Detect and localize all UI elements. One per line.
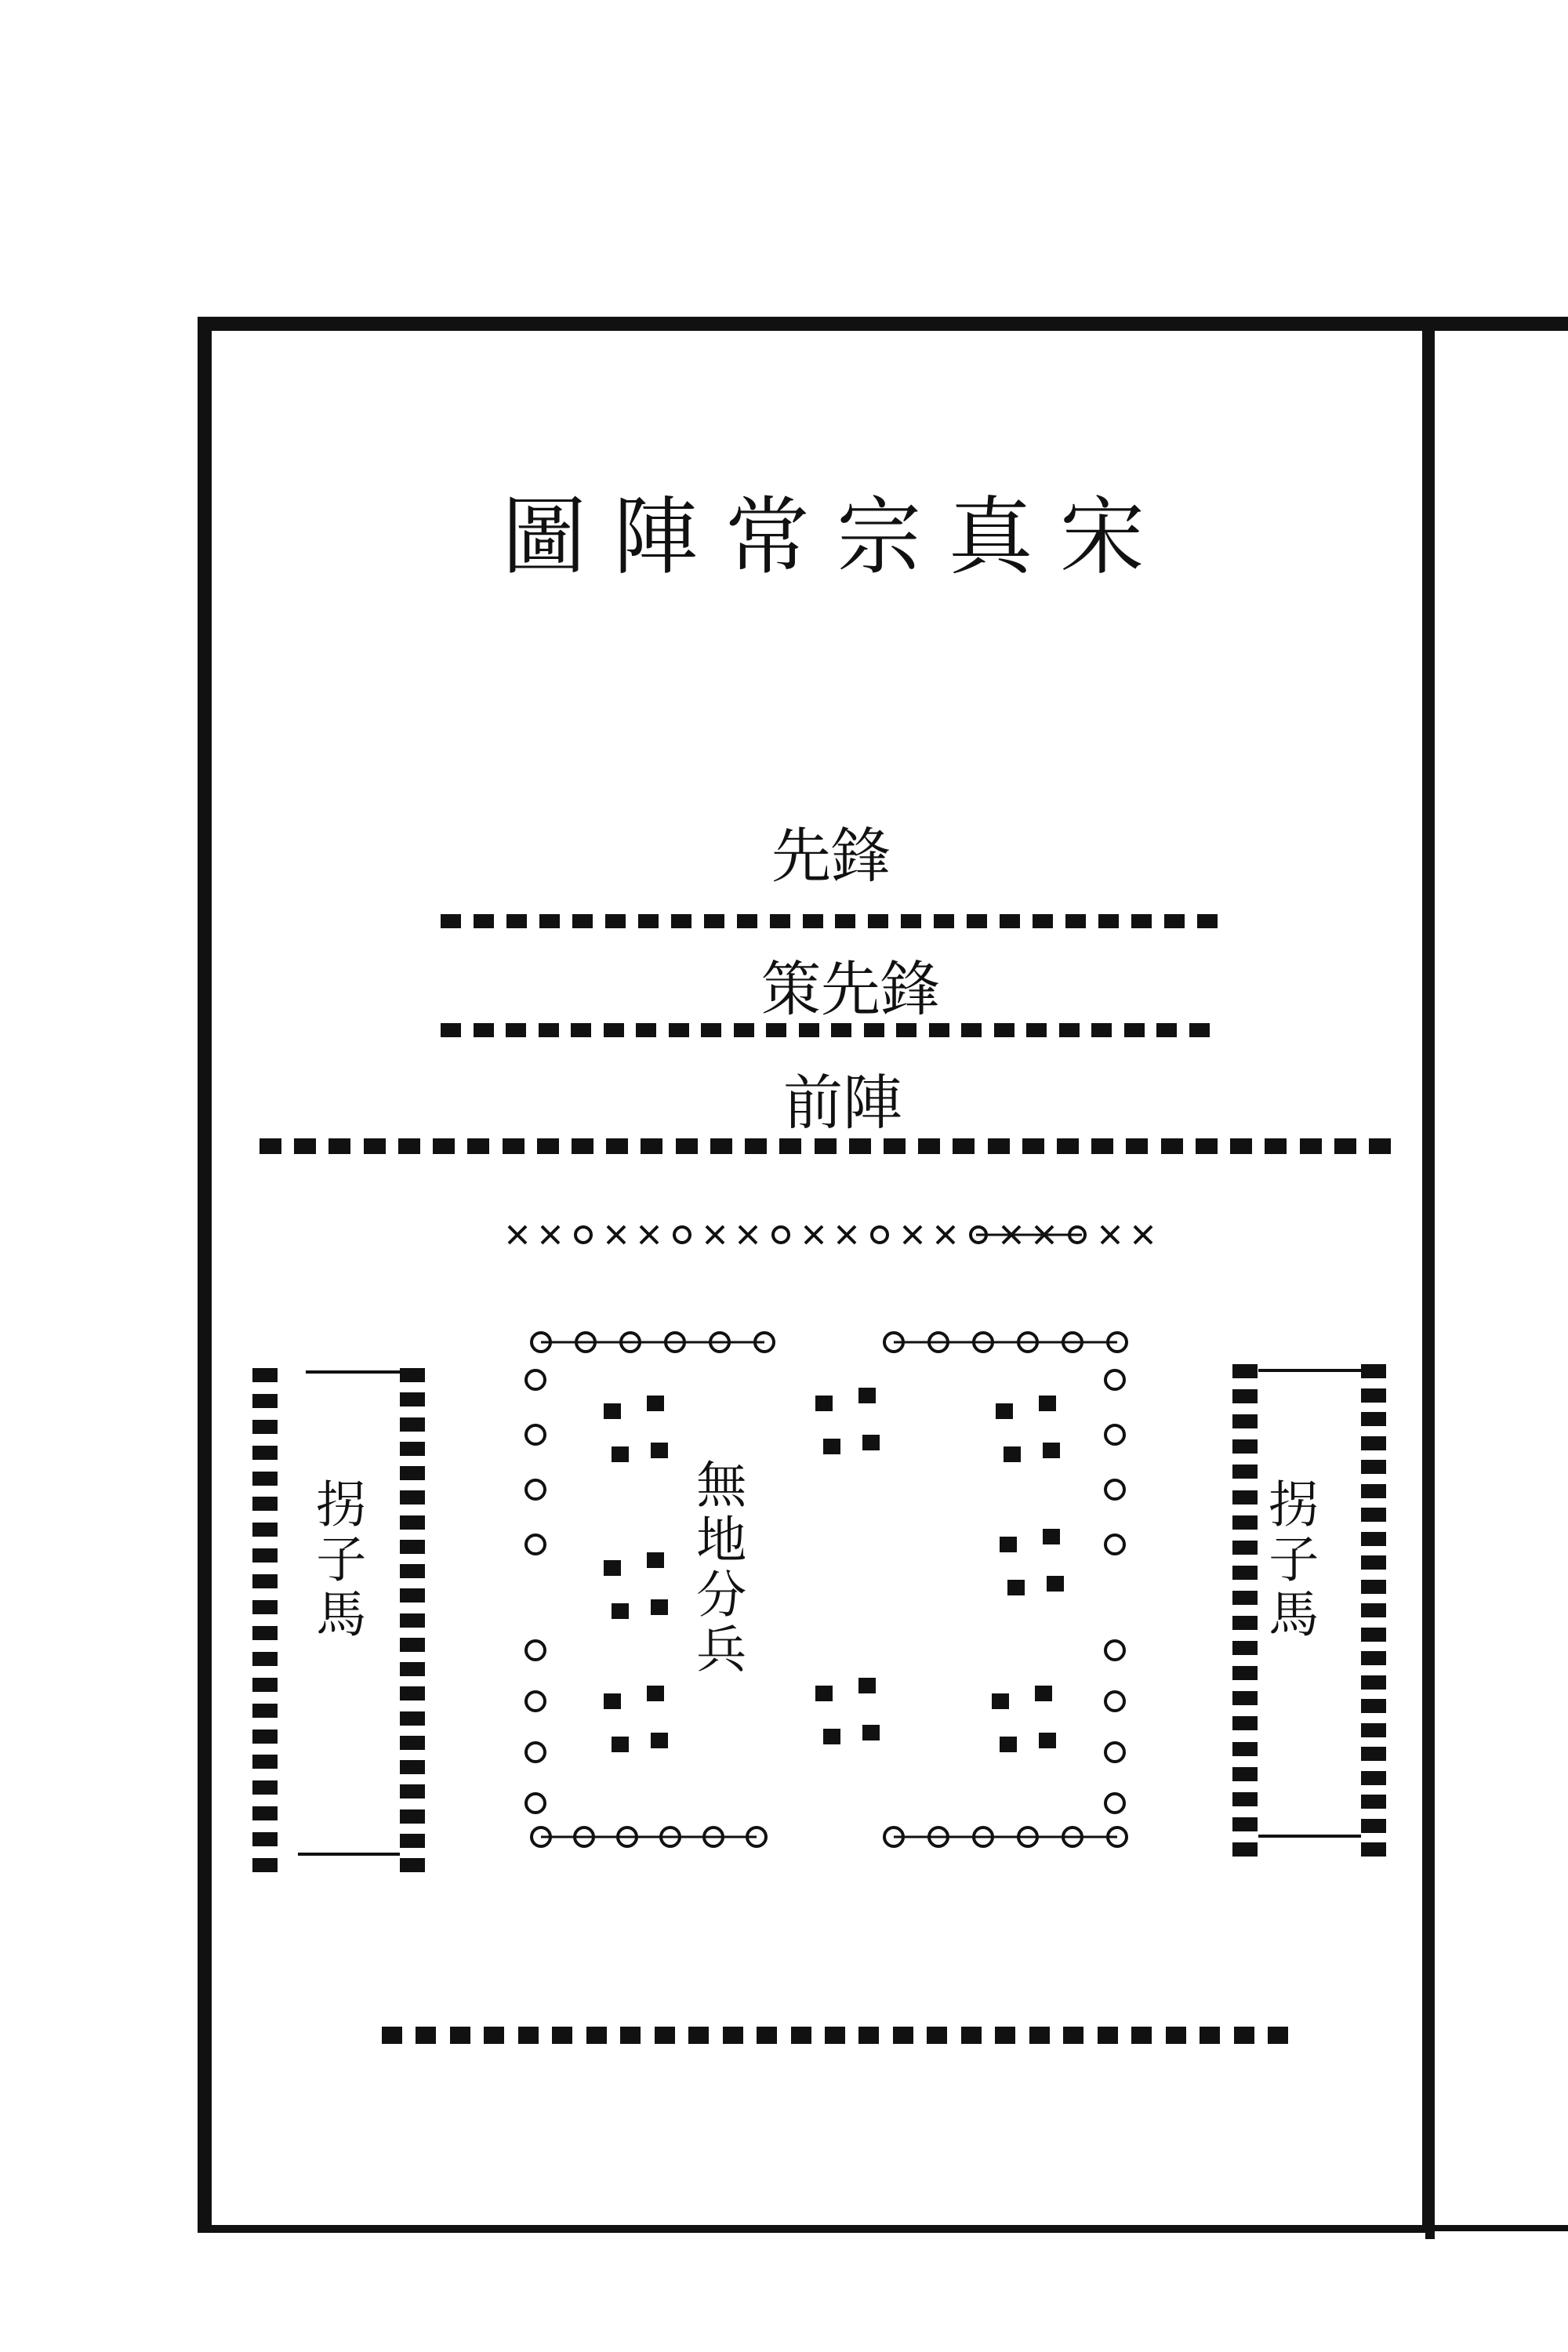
vanguard-rank-mark bbox=[572, 914, 593, 928]
front-rank-mark bbox=[849, 1138, 871, 1154]
left-wing-inner-mark bbox=[400, 1711, 425, 1726]
left-wing-outer-mark bbox=[252, 1574, 278, 1588]
deputy-vanguard-rank-mark bbox=[539, 1023, 559, 1037]
vanguard-rank-mark bbox=[638, 914, 659, 928]
front-rank-mark bbox=[1057, 1138, 1079, 1154]
deputy-vanguard-rank-mark bbox=[896, 1023, 916, 1037]
vanguard-rank-mark bbox=[1033, 914, 1053, 928]
x-mark bbox=[904, 1226, 921, 1243]
vanguard-rank-mark bbox=[770, 914, 790, 928]
circle-mark bbox=[526, 1692, 545, 1711]
front-rank-mark bbox=[1161, 1138, 1183, 1154]
vanguard-rank-mark bbox=[506, 914, 527, 928]
front-rank-mark bbox=[503, 1138, 524, 1154]
rear-rank-mark bbox=[586, 2027, 607, 2044]
deputy-vanguard-rank-mark bbox=[1156, 1023, 1177, 1037]
rear-rank-mark bbox=[1029, 2027, 1050, 2044]
front-rank-mark bbox=[884, 1138, 906, 1154]
front-rank-mark bbox=[779, 1138, 801, 1154]
circle-mark bbox=[575, 1227, 591, 1243]
circle-mark bbox=[773, 1227, 789, 1243]
right-wing-inner-mark bbox=[1361, 1555, 1386, 1570]
vanguard-rank-mark bbox=[605, 914, 626, 928]
right-wing-outer-mark bbox=[1232, 1364, 1258, 1378]
front-rank-mark bbox=[988, 1138, 1010, 1154]
left-wing-inner-mark bbox=[400, 1784, 425, 1798]
rear-rank-mark bbox=[450, 2027, 470, 2044]
right-wing-outer-mark bbox=[1232, 1792, 1258, 1806]
vanguard-rank-mark bbox=[1131, 914, 1152, 928]
front-rank-mark bbox=[953, 1138, 975, 1154]
left-wing-outer-mark bbox=[252, 1420, 278, 1434]
right-wing-outer-mark bbox=[1232, 1389, 1258, 1403]
right-wing-inner-mark bbox=[1361, 1795, 1386, 1809]
front-rank-mark bbox=[606, 1138, 628, 1154]
front-rank-mark bbox=[1126, 1138, 1148, 1154]
title-character: 宋 bbox=[1059, 488, 1145, 586]
vanguard-rank-mark bbox=[1000, 914, 1020, 928]
vanguard-rank-mark bbox=[1164, 914, 1185, 928]
right-wing-inner-mark bbox=[1361, 1460, 1386, 1474]
vanguard-rank-mark bbox=[901, 914, 921, 928]
circle-mark bbox=[1105, 1794, 1124, 1813]
right-wing-outer-mark bbox=[1232, 1439, 1258, 1454]
infantry-block bbox=[612, 1737, 629, 1752]
left-wing-outer-mark bbox=[252, 1446, 278, 1460]
deputy-vanguard-rank-mark bbox=[734, 1023, 754, 1037]
vanguard-rank-mark bbox=[868, 914, 888, 928]
left-wing-inner-mark bbox=[400, 1638, 425, 1652]
deputy-vanguard-rank-mark bbox=[669, 1023, 689, 1037]
left-wing-outer-mark bbox=[252, 1394, 278, 1408]
left-wing-inner-mark bbox=[400, 1760, 425, 1774]
infantry-block bbox=[858, 1388, 876, 1403]
circle-mark bbox=[526, 1425, 545, 1444]
rear-rank-mark bbox=[416, 2027, 436, 2044]
right-wing-outer-mark bbox=[1232, 1465, 1258, 1479]
front-rank-mark bbox=[1196, 1138, 1218, 1154]
front-rank-mark bbox=[918, 1138, 940, 1154]
deputy-vanguard-rank-mark bbox=[701, 1023, 721, 1037]
deputy-vanguard-rank-mark bbox=[799, 1023, 819, 1037]
circle-mark bbox=[1105, 1480, 1124, 1499]
deputy-vanguard-rank-mark bbox=[994, 1023, 1014, 1037]
vanguard-rank-mark bbox=[539, 914, 560, 928]
rear-rank-mark bbox=[1200, 2027, 1220, 2044]
right-wing-outer-mark bbox=[1232, 1716, 1258, 1730]
infantry-block bbox=[647, 1552, 664, 1568]
right-wing-inner-mark bbox=[1361, 1532, 1386, 1546]
right-wing-inner-mark bbox=[1361, 1723, 1386, 1737]
infantry-block bbox=[1047, 1576, 1064, 1592]
rear-rank-mark bbox=[484, 2027, 504, 2044]
deputy-vanguard-rank-mark bbox=[864, 1023, 884, 1037]
vanguard-rank-mark bbox=[441, 914, 461, 928]
front-rank-mark bbox=[328, 1138, 350, 1154]
left-wing-inner-mark bbox=[400, 1662, 425, 1676]
x-mark bbox=[706, 1226, 724, 1243]
infantry-block bbox=[823, 1729, 840, 1744]
rear-rank-mark bbox=[1131, 2027, 1152, 2044]
rear-rank-mark bbox=[961, 2027, 982, 2044]
circle-mark bbox=[1105, 1370, 1124, 1389]
circle-mark bbox=[1105, 1641, 1124, 1660]
infantry-block bbox=[862, 1725, 880, 1740]
left-wing-inner-mark bbox=[400, 1686, 425, 1700]
infantry-block bbox=[604, 1560, 621, 1576]
left-wing-inner-mark bbox=[400, 1490, 425, 1504]
infantry-block bbox=[647, 1686, 664, 1701]
infantry-block bbox=[612, 1446, 629, 1462]
deputy-vanguard-rank-mark bbox=[961, 1023, 982, 1037]
deputy-vanguard-rank-mark bbox=[766, 1023, 786, 1037]
infantry-block bbox=[1043, 1443, 1060, 1458]
left-wing-outer-mark bbox=[252, 1652, 278, 1666]
vanguard-rank-mark bbox=[803, 914, 823, 928]
right-wing-outer-mark bbox=[1232, 1691, 1258, 1705]
right-wing-outer-mark bbox=[1232, 1817, 1258, 1831]
left-wing-inner-mark bbox=[400, 1540, 425, 1554]
circle-mark bbox=[1105, 1535, 1124, 1554]
left-wing-outer-mark bbox=[252, 1472, 278, 1486]
vanguard-rank-mark bbox=[474, 914, 494, 928]
left-wing-outer-mark bbox=[252, 1806, 278, 1820]
left-wing-outer-mark bbox=[252, 1626, 278, 1640]
vanguard-label: 先鋒 bbox=[771, 820, 891, 891]
left-wing-outer-mark bbox=[252, 1548, 278, 1563]
rear-rank-mark bbox=[688, 2027, 709, 2044]
vanguard-rank-mark bbox=[704, 914, 724, 928]
vanguard-rank-mark bbox=[934, 914, 954, 928]
right-wing-inner-mark bbox=[1361, 1364, 1386, 1378]
right-wing-inner-mark bbox=[1361, 1771, 1386, 1785]
left-wing-inner-mark bbox=[400, 1809, 425, 1824]
left-wing-inner-mark bbox=[400, 1515, 425, 1530]
vanguard-rank-mark bbox=[1065, 914, 1086, 928]
front-rank-mark bbox=[1300, 1138, 1322, 1154]
infantry-block bbox=[1004, 1446, 1021, 1462]
infantry-block bbox=[815, 1396, 833, 1411]
right-wing-inner-mark bbox=[1361, 1651, 1386, 1665]
infantry-block bbox=[1039, 1733, 1056, 1748]
deputy-vanguard-rank-mark bbox=[441, 1023, 461, 1037]
x-mark bbox=[641, 1226, 658, 1243]
vanguard-rank-mark bbox=[737, 914, 757, 928]
infantry-block bbox=[992, 1693, 1009, 1709]
right-wing-inner-mark bbox=[1361, 1842, 1386, 1857]
circle-mark bbox=[526, 1480, 545, 1499]
infantry-block bbox=[862, 1435, 880, 1450]
rear-rank-mark bbox=[791, 2027, 811, 2044]
right-wing-inner-mark bbox=[1361, 1628, 1386, 1642]
x-mark bbox=[1102, 1226, 1119, 1243]
right-wing-outer-mark bbox=[1232, 1767, 1258, 1781]
vanguard-rank-mark bbox=[967, 914, 987, 928]
front-rank-mark bbox=[294, 1138, 316, 1154]
front-rank-mark bbox=[1230, 1138, 1252, 1154]
infantry-block bbox=[823, 1439, 840, 1454]
left-wing-outer-mark bbox=[252, 1497, 278, 1511]
right-wing-outer-mark bbox=[1232, 1566, 1258, 1580]
left-wing-outer-mark bbox=[252, 1368, 278, 1382]
right-wing-inner-mark bbox=[1361, 1603, 1386, 1617]
infantry-block bbox=[1043, 1529, 1060, 1544]
circle-mark bbox=[526, 1535, 545, 1554]
circle-mark bbox=[526, 1370, 545, 1389]
left-wing-outer-mark bbox=[252, 1600, 278, 1614]
left-wing-outer-mark bbox=[252, 1730, 278, 1744]
circle-mark bbox=[1105, 1692, 1124, 1711]
title-character: 真 bbox=[948, 488, 1033, 586]
front-rank-mark bbox=[572, 1138, 593, 1154]
infantry-block bbox=[996, 1403, 1013, 1419]
left-wing-inner-mark bbox=[400, 1858, 425, 1872]
left-wing-outer-mark bbox=[252, 1832, 278, 1846]
circle-mark bbox=[526, 1743, 545, 1762]
infantry-block bbox=[1000, 1537, 1017, 1552]
left-wing-label: 拐子馬 bbox=[307, 1478, 366, 1642]
circle-mark bbox=[1105, 1743, 1124, 1762]
right-wing-inner-mark bbox=[1361, 1747, 1386, 1761]
infantry-block bbox=[604, 1693, 621, 1709]
left-wing-inner-mark bbox=[400, 1736, 425, 1750]
deputy-vanguard-rank-mark bbox=[929, 1023, 949, 1037]
x-mark bbox=[509, 1226, 526, 1243]
front-rank-mark bbox=[467, 1138, 489, 1154]
infantry-block bbox=[1039, 1396, 1056, 1411]
infantry-block bbox=[858, 1678, 876, 1693]
vanguard-rank-mark bbox=[671, 914, 691, 928]
right-wing-inner-mark bbox=[1361, 1484, 1386, 1498]
right-wing-outer-mark bbox=[1232, 1666, 1258, 1680]
right-wing-inner-mark bbox=[1361, 1580, 1386, 1594]
rear-rank-mark bbox=[825, 2027, 845, 2044]
x-mark bbox=[838, 1226, 855, 1243]
left-wing-outer-mark bbox=[252, 1780, 278, 1795]
left-wing-inner-mark bbox=[400, 1564, 425, 1578]
right-wing-outer-mark bbox=[1232, 1842, 1258, 1857]
left-wing-inner-mark bbox=[400, 1442, 425, 1456]
right-wing-inner-mark bbox=[1361, 1675, 1386, 1690]
rear-rank-mark bbox=[893, 2027, 913, 2044]
title-character: 宗 bbox=[837, 488, 922, 586]
right-wing-inner-mark bbox=[1361, 1436, 1386, 1450]
right-wing-label: 拐子馬 bbox=[1260, 1478, 1319, 1642]
front-rank-mark bbox=[815, 1138, 837, 1154]
x-mark bbox=[542, 1226, 559, 1243]
rear-rank-mark bbox=[927, 2027, 947, 2044]
right-wing-inner-mark bbox=[1361, 1388, 1386, 1403]
left-wing-outer-mark bbox=[252, 1523, 278, 1537]
right-wing-inner-mark bbox=[1361, 1699, 1386, 1713]
rear-rank-mark bbox=[518, 2027, 539, 2044]
front-rank-mark bbox=[398, 1138, 420, 1154]
circle-mark bbox=[526, 1641, 545, 1660]
x-mark bbox=[937, 1226, 954, 1243]
front-rank-mark bbox=[1022, 1138, 1044, 1154]
title-character: 陣 bbox=[613, 488, 699, 586]
front-rank-mark bbox=[433, 1138, 455, 1154]
left-wing-inner-mark bbox=[400, 1613, 425, 1628]
right-wing-inner-mark bbox=[1361, 1508, 1386, 1522]
deputy-vanguard-rank-mark bbox=[636, 1023, 656, 1037]
title-character: 常 bbox=[724, 488, 810, 586]
left-wing-outer-mark bbox=[252, 1704, 278, 1718]
infantry-block bbox=[1007, 1580, 1025, 1595]
deputy-vanguard-rank-mark bbox=[1189, 1023, 1210, 1037]
right-wing-outer-mark bbox=[1232, 1591, 1258, 1605]
front-rank-mark bbox=[364, 1138, 386, 1154]
center-label: 無地分兵 bbox=[688, 1458, 746, 1678]
left-wing-outer-mark bbox=[252, 1678, 278, 1692]
front-rank-mark bbox=[260, 1138, 281, 1154]
rear-rank-mark bbox=[1234, 2027, 1254, 2044]
x-mark bbox=[608, 1226, 625, 1243]
front-rank-mark bbox=[537, 1138, 559, 1154]
x-mark bbox=[739, 1226, 757, 1243]
infantry-block bbox=[1035, 1686, 1052, 1701]
infantry-block bbox=[612, 1603, 629, 1619]
rear-rank-mark bbox=[995, 2027, 1015, 2044]
rear-rank-mark bbox=[382, 2027, 402, 2044]
deputy-vanguard-rank-mark bbox=[474, 1023, 494, 1037]
circle-mark bbox=[1105, 1425, 1124, 1444]
rear-rank-mark bbox=[655, 2027, 675, 2044]
right-wing-outer-mark bbox=[1232, 1414, 1258, 1428]
rear-rank-mark bbox=[620, 2027, 641, 2044]
title-character: 圖 bbox=[502, 488, 587, 586]
rear-rank-mark bbox=[1268, 2027, 1288, 2044]
right-wing-outer-mark bbox=[1232, 1742, 1258, 1756]
left-wing-inner-mark bbox=[400, 1466, 425, 1480]
left-wing-inner-mark bbox=[400, 1834, 425, 1848]
deputy-vanguard-rank-mark bbox=[604, 1023, 624, 1037]
right-wing-outer-mark bbox=[1232, 1515, 1258, 1530]
rear-rank-mark bbox=[1166, 2027, 1186, 2044]
deputy-vanguard-label: 策先鋒 bbox=[761, 953, 940, 1024]
right-wing-outer-mark bbox=[1232, 1616, 1258, 1630]
infantry-block bbox=[604, 1403, 621, 1419]
x-mark bbox=[1134, 1226, 1152, 1243]
right-wing-inner-mark bbox=[1361, 1412, 1386, 1426]
front-rank-mark bbox=[676, 1138, 698, 1154]
front-rank-mark bbox=[745, 1138, 767, 1154]
rear-rank-mark bbox=[757, 2027, 777, 2044]
infantry-block bbox=[651, 1733, 668, 1748]
right-wing-outer-mark bbox=[1232, 1541, 1258, 1555]
x-mark bbox=[805, 1226, 822, 1243]
front-rank-mark bbox=[1265, 1138, 1287, 1154]
front-rank-mark bbox=[641, 1138, 662, 1154]
right-wing-inner-mark bbox=[1361, 1819, 1386, 1833]
front-formation-label: 前陣 bbox=[783, 1067, 902, 1138]
left-wing-inner-mark bbox=[400, 1588, 425, 1602]
rear-rank-mark bbox=[858, 2027, 879, 2044]
infantry-block bbox=[647, 1396, 664, 1411]
infantry-block bbox=[651, 1443, 668, 1458]
right-wing-outer-mark bbox=[1232, 1490, 1258, 1504]
right-wing-outer-mark bbox=[1232, 1641, 1258, 1655]
circle-mark bbox=[674, 1227, 690, 1243]
rear-rank-mark bbox=[723, 2027, 743, 2044]
rear-rank-mark bbox=[1063, 2027, 1083, 2044]
front-rank-mark bbox=[710, 1138, 732, 1154]
circle-mark bbox=[872, 1227, 887, 1243]
vanguard-rank-mark bbox=[1098, 914, 1119, 928]
deputy-vanguard-rank-mark bbox=[1059, 1023, 1080, 1037]
left-wing-outer-mark bbox=[252, 1858, 278, 1872]
deputy-vanguard-rank-mark bbox=[506, 1023, 526, 1037]
vanguard-rank-mark bbox=[835, 914, 855, 928]
deputy-vanguard-rank-mark bbox=[831, 1023, 851, 1037]
deputy-vanguard-rank-mark bbox=[1091, 1023, 1112, 1037]
deputy-vanguard-rank-mark bbox=[571, 1023, 591, 1037]
infantry-block bbox=[651, 1599, 668, 1615]
deputy-vanguard-rank-mark bbox=[1124, 1023, 1145, 1037]
infantry-block bbox=[1000, 1737, 1017, 1752]
vanguard-rank-mark bbox=[1197, 914, 1218, 928]
front-rank-mark bbox=[1091, 1138, 1113, 1154]
left-wing-inner-mark bbox=[400, 1417, 425, 1432]
left-wing-inner-mark bbox=[400, 1392, 425, 1406]
deputy-vanguard-rank-mark bbox=[1026, 1023, 1047, 1037]
front-rank-mark bbox=[1369, 1138, 1391, 1154]
infantry-block bbox=[815, 1686, 833, 1701]
circle-mark bbox=[526, 1794, 545, 1813]
rear-rank-mark bbox=[1098, 2027, 1118, 2044]
rear-rank-mark bbox=[552, 2027, 572, 2044]
front-rank-mark bbox=[1334, 1138, 1356, 1154]
left-wing-inner-mark bbox=[400, 1368, 425, 1382]
left-wing-outer-mark bbox=[252, 1755, 278, 1769]
